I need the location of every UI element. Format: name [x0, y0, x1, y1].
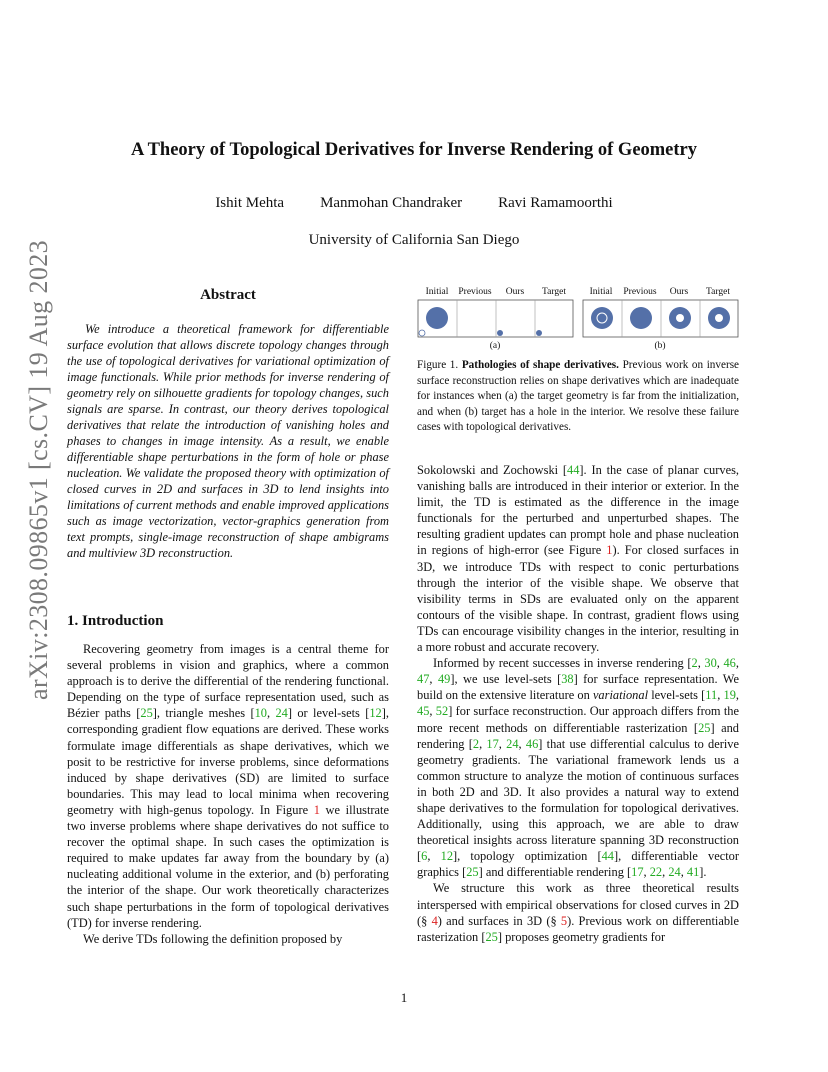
citation-link[interactable]: 25 — [698, 720, 711, 735]
figure-label: Previous — [458, 287, 492, 297]
caption-title: Pathologies of shape derivatives. — [461, 359, 619, 371]
citation-link[interactable]: 47 — [417, 672, 430, 687]
citation-link[interactable]: 19 — [723, 688, 736, 703]
citation-link[interactable]: 24 — [668, 865, 681, 880]
citation-link[interactable]: 24 — [506, 736, 519, 751]
previous-shape-circle — [497, 330, 503, 336]
abstract-heading: Abstract — [200, 287, 256, 303]
emphasis-text: variational — [592, 688, 649, 703]
figure-reference-link[interactable]: 5 — [560, 913, 568, 928]
figure-reference-link[interactable]: 4 — [431, 913, 438, 928]
caption-prefix: Figure 1. — [417, 359, 459, 371]
introduction-heading: 1. Introduction — [67, 613, 164, 629]
author-name: Ishit Mehta — [215, 195, 285, 211]
citation-link[interactable]: 38 — [561, 672, 574, 687]
previous-disk — [630, 307, 652, 329]
paragraph: Informed by recent successes in inverse rendering [2, 30, 46, 47, 49], we use level-sets [38] for surface representation. We build on the extensive literature on variational level-sets [11, 19, 45, 52] for surface reconstruction. Our approach differs from the more recent methods on differentiable rasterization [25] and rendering [2, 17, 24, 46] that use differential calculus to derive geometry gradients. The variational framework lends us a common structure to analyze the motion of continuous surfaces in both 2D and 3D. It also provides a natural way to extend shape derivatives to the formulation for topological derivatives. Additionally, using this approach, we are able to draw theoretical insights across literature spanning 3D reconstruction [6, 12], topology optimization [44], differentiable vector graphics [25] and differentiable rendering [17, 22, 24, 41]. — [417, 656, 740, 880]
abstract-text: We introduce a theoretical framework for differentiable surface evolution that allows discrete topology changes through the use of topological derivatives for variational optimization of image functionals. While prior methods for inverse rendering of geometry rely on silhouette gradients for topology changes, such signals are sparse. In contrast, our theory derives topological derivatives that relate the introduction of vanishing holes and phases to changes in image intensity. As a result, we enable differentiable shape perturbations in the form of hole or phase nucleation. We validate the proposed theory with optimization of closed curves in 2D and surfaces in 3D to lend insights into limitations of current methods and enable improved applications such as image vectorization, vector-graphics generation from text prompts, single-image reconstruction of shape ambigrams and multiview 3D reconstruction. — [67, 322, 389, 560]
citation-link[interactable]: 25 — [466, 865, 479, 880]
figure-label: Target — [706, 287, 730, 297]
citation-link[interactable]: 46 — [723, 656, 736, 671]
citation-link[interactable]: 30 — [704, 656, 717, 671]
page-number: 1 — [400, 990, 408, 1005]
citation-link[interactable]: 52 — [435, 704, 449, 719]
citation-link[interactable]: 17 — [486, 736, 499, 751]
citation-link[interactable]: 22 — [649, 865, 663, 880]
figure-label: Ours — [669, 287, 689, 297]
citation-link[interactable]: 46 — [525, 736, 539, 751]
figure-label: Initial — [425, 287, 449, 297]
ours-shape-circle — [536, 330, 542, 336]
affiliation: University of California San Diego — [308, 232, 520, 248]
figure-1 — [417, 284, 739, 354]
left-column-body — [67, 641, 389, 947]
author-name: Manmohan Chandraker — [320, 195, 463, 211]
figure-sublabel: (a) — [489, 341, 501, 351]
figure-reference-link[interactable]: 1 — [313, 802, 320, 817]
citation-link[interactable]: 45 — [417, 704, 430, 719]
right-column-body — [417, 462, 739, 945]
citation-link[interactable]: 24 — [275, 706, 288, 721]
citation-link[interactable]: 17 — [631, 865, 644, 880]
paragraph: Recovering geometry from images is a central theme for several problems in vision and graphics, where a common approach is to derive the differential of the rendering functional. Depending on the type of surface representation used, such as Bézier paths [25], triangle meshes [10, 24] or level-sets [12], corresponding gradient flow equations are derived. These works formulate image differentials as shape derivatives, which we posit to be restrictive for inverse problems, since deformations induced by shape derivatives (SD) are limited to surface boundaries. This may lead to local minima when recovering geometry with high-genus topology. In Figure 1 we illustrate two inverse problems where shape derivatives do not suffice to recover the optimal shape. In such cases the optimization is required to make updates far away from the boundary by (a) nucleating additional volume in the exterior, and (b) perforating the interior of the shape. Our work theoretically characterizes such shape perturbations in the form of topological derivatives (TD) for inverse rendering. — [67, 642, 389, 930]
paragraph: We structure this work as three theoretical results interspersed with empirical observations for closed curves in 2D (§ 4) and surfaces in 3D (§ 5). Previous work on differentiable rasterization [25] proposes geometry gradients for — [417, 881, 739, 944]
caption-body: Previous work on inverse surface reconstruction relies on shape derivatives which are inadequate for instances when (a) the target geometry is far from the initialization, and when (b) target has a hole in the interior. We resolve these failure cases with topological derivatives. — [417, 359, 740, 434]
paper-title: A Theory of Topological Derivatives for Inverse Rendering of Geometry — [130, 140, 698, 160]
citation-link[interactable]: 10 — [254, 706, 267, 721]
paragraph: We derive TDs following the definition proposed by — [83, 931, 343, 946]
citation-link[interactable]: 49 — [437, 672, 451, 687]
citation-link[interactable]: 12 — [440, 849, 454, 864]
citation-link[interactable]: 2 — [472, 736, 480, 751]
citation-link[interactable]: 11 — [705, 688, 718, 703]
figure-label: Previous — [623, 287, 657, 297]
author-list — [60, 195, 768, 212]
citation-link[interactable]: 2 — [691, 656, 698, 671]
figure-label: Ours — [505, 287, 525, 297]
citation-link[interactable]: 6 — [421, 849, 428, 864]
citation-link[interactable]: 44 — [601, 849, 614, 864]
figure-label: Target — [542, 287, 566, 297]
initial-shape-circle — [419, 330, 425, 336]
target-disk-hole — [715, 314, 723, 322]
figure-sublabel: (b) — [654, 341, 666, 351]
figure-caption — [417, 358, 739, 436]
figure-label: Initial — [589, 287, 613, 297]
figure-reference-link[interactable]: 1 — [606, 543, 613, 558]
citation-link[interactable]: 44 — [567, 463, 580, 477]
citation-link[interactable]: 12 — [369, 706, 382, 721]
citation-link[interactable]: 41 — [686, 865, 700, 880]
ours-disk-hole — [676, 314, 684, 322]
paragraph: Sokolowski and Zochowski [44]. In the case of planar curves, vanishing balls are introduced in their interior or exterior. In the limit, the TD is estimated as the difference in the image functionals for the perturbed and unperturbed shapes. The resulting gradient updates can prompt hole and phase nucleation in regions of high-error (see Figure 1). For closed surfaces in 3D, we introduce TDs with respect to conic perturbations through the interior of the visible shape. We observe that visibility terms in SDs are evaluated only on the apparent contours of the visible shape. In contrast, gradient flows using TDs can encourage visibility changes in the interior, resulting in a more robust and accurate recovery. — [417, 463, 739, 655]
target-shape-circle — [426, 307, 448, 329]
arxiv-identifier[interactable]: arXiv:2308.09865v1 [cs.CV] 19 Aug 2023 — [24, 239, 53, 700]
author-name: Ravi Ramamoorthi — [498, 195, 613, 211]
initial-disk — [591, 307, 613, 329]
citation-link[interactable]: 25 — [140, 706, 153, 721]
citation-link[interactable]: 25 — [485, 929, 498, 944]
